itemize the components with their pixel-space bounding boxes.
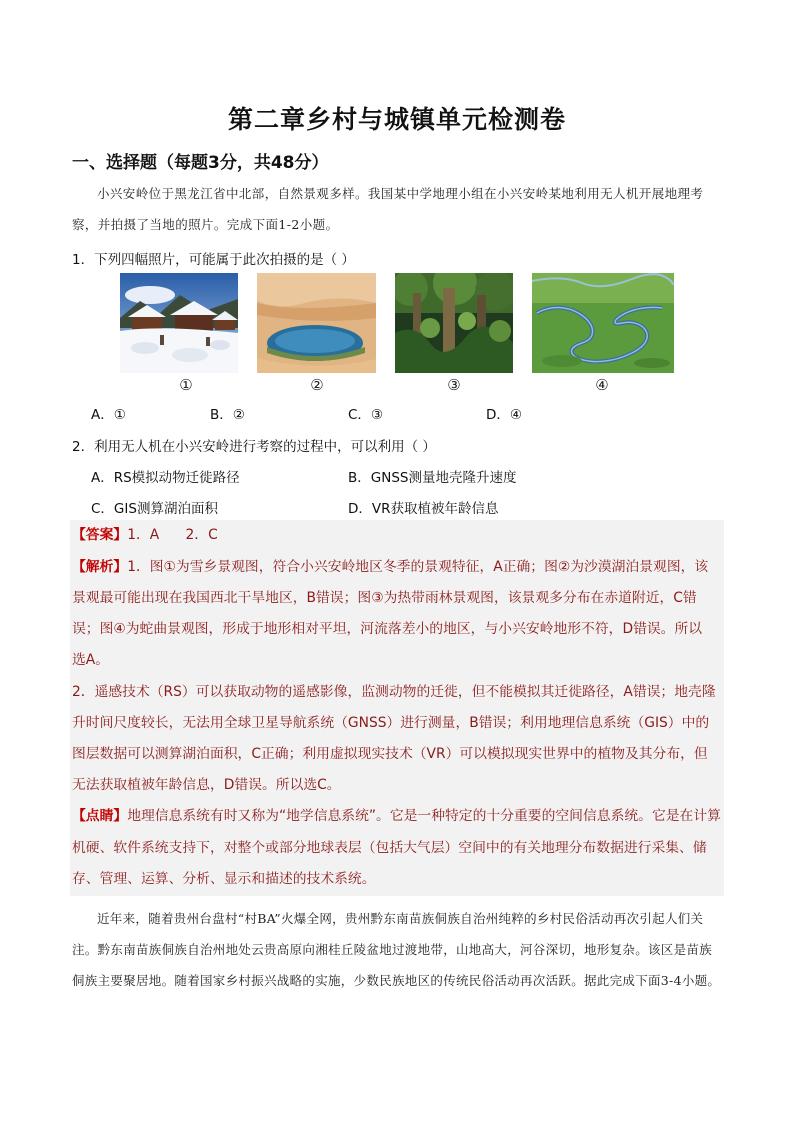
analysis-line-3: 误；图④为蛇曲景观图，形成于地形相对平坦，河流落差小的地区，与小兴安岭地形不符，D错误。所以 <box>72 621 703 637</box>
q1-option-c: C．③ <box>348 407 384 423</box>
photo-meander-river <box>532 273 674 373</box>
answer-text: 1．A 2．C <box>127 527 218 543</box>
tip-tag: 【点睛】 <box>72 808 128 824</box>
intro-passage-1: 小兴安岭位于黑龙江省中北部，自然景观多样。我国某中学地理小组在小兴安岭某地利用无人机开展地理考察，并拍摄了当地的照片。完成下面1-2小题。 <box>72 186 704 232</box>
q1-option-b: B．② <box>210 407 245 423</box>
analysis-line-7: 图层数据可以测算湖泊面积，C正确；利用虚拟现实技术（VR）可以模拟现实世界中的植物及其分布，但 <box>72 746 708 762</box>
page-title: 第二章乡村与城镇单元检测卷 <box>227 105 566 134</box>
analysis-text: 1．图①为雪乡景观图，符合小兴安岭地区冬季的景观特征，A正确；图②为沙漠湖泊景观图，该 <box>127 559 709 575</box>
analysis-line-5: 2．遥感技术（RS）可以获取动物的遥感影像，监测动物的迁徙，但不能模拟其迁徙路径，A错误；地壳隆 <box>72 684 716 700</box>
tip-line-2: 机硬、软件系统支持下，对整个或部分地球表层（包括大气层）空间中的有关地理分布数据进行采集、储 <box>72 840 707 856</box>
photo-label-3: ③ <box>447 376 461 394</box>
photo-snow-village <box>120 273 238 373</box>
tip-text: 地理信息系统有时又称为“地学信息系统”。它是一种特定的十分重要的空间信息系统。它是在计算 <box>127 808 721 824</box>
photo-rainforest <box>395 273 513 373</box>
q2-option-c: C．GIS测算湖泊面积 <box>91 501 218 517</box>
intro-passage-2: 近年来，随着贵州台盘村“村BA”火爆全网，贵州黔东南苗族侗族自治州纯粹的乡村民俗活动再次引起人们关注。黔东南苗族侗族自治州地处云贵高原向湘桂丘陵盆地过渡地带，山地高大，河谷深切，地形复杂。该区是苗族侗族主要聚居地。随着国家乡村振兴战略的实施，少数民族地区的传统民俗活动再次活跃。据此完成下面3-4小题。 <box>72 911 721 988</box>
tip-line-3: 存、管理、运算、分析、显示和描述的技术系统。 <box>72 871 376 887</box>
answer-line <box>72 520 724 551</box>
q2-option-b: B．GNSS测量地壳隆升速度 <box>348 470 517 486</box>
q1-option-d: D．④ <box>486 407 522 423</box>
q2-option-a: A．RS模拟动物迁徙路径 <box>91 470 240 486</box>
analysis-line-8: 无法获取植被年龄信息，D错误。所以选C。 <box>72 777 341 793</box>
question-2-stem: 2．利用无人机在小兴安岭进行考察的过程中，可以利用（ ） <box>72 439 436 455</box>
analysis-line-2: 景观最可能出现在我国西北干旱地区，B错误；图③为热带雨林景观图，该景观多分布在赤道附近，C错 <box>72 590 697 606</box>
analysis-tag: 【解析】 <box>72 559 128 575</box>
q2-option-d: D．VR获取植被年龄信息 <box>348 501 499 517</box>
question-1-stem: 1．下列四幅照片，可能属于此次拍摄的是（ ） <box>72 252 355 268</box>
photo-desert-lake <box>257 273 376 373</box>
analysis-line-1 <box>72 552 724 583</box>
answer-tag: 【答案】 <box>72 527 128 543</box>
photo-label-4: ④ <box>595 376 609 394</box>
photo-label-2: ② <box>310 376 324 394</box>
q1-option-a: A．① <box>91 407 126 423</box>
photo-label-1: ① <box>179 376 193 394</box>
analysis-line-4: 选A。 <box>72 652 110 668</box>
tip-line-1 <box>72 801 724 832</box>
section-heading: 一、选择题（每题3分，共48分） <box>72 153 329 173</box>
analysis-line-6: 升时间尺度较长，无法用全球卫星导航系统（GNSS）进行测量，B错误；利用地理信息系统（GIS）中的 <box>72 715 710 731</box>
